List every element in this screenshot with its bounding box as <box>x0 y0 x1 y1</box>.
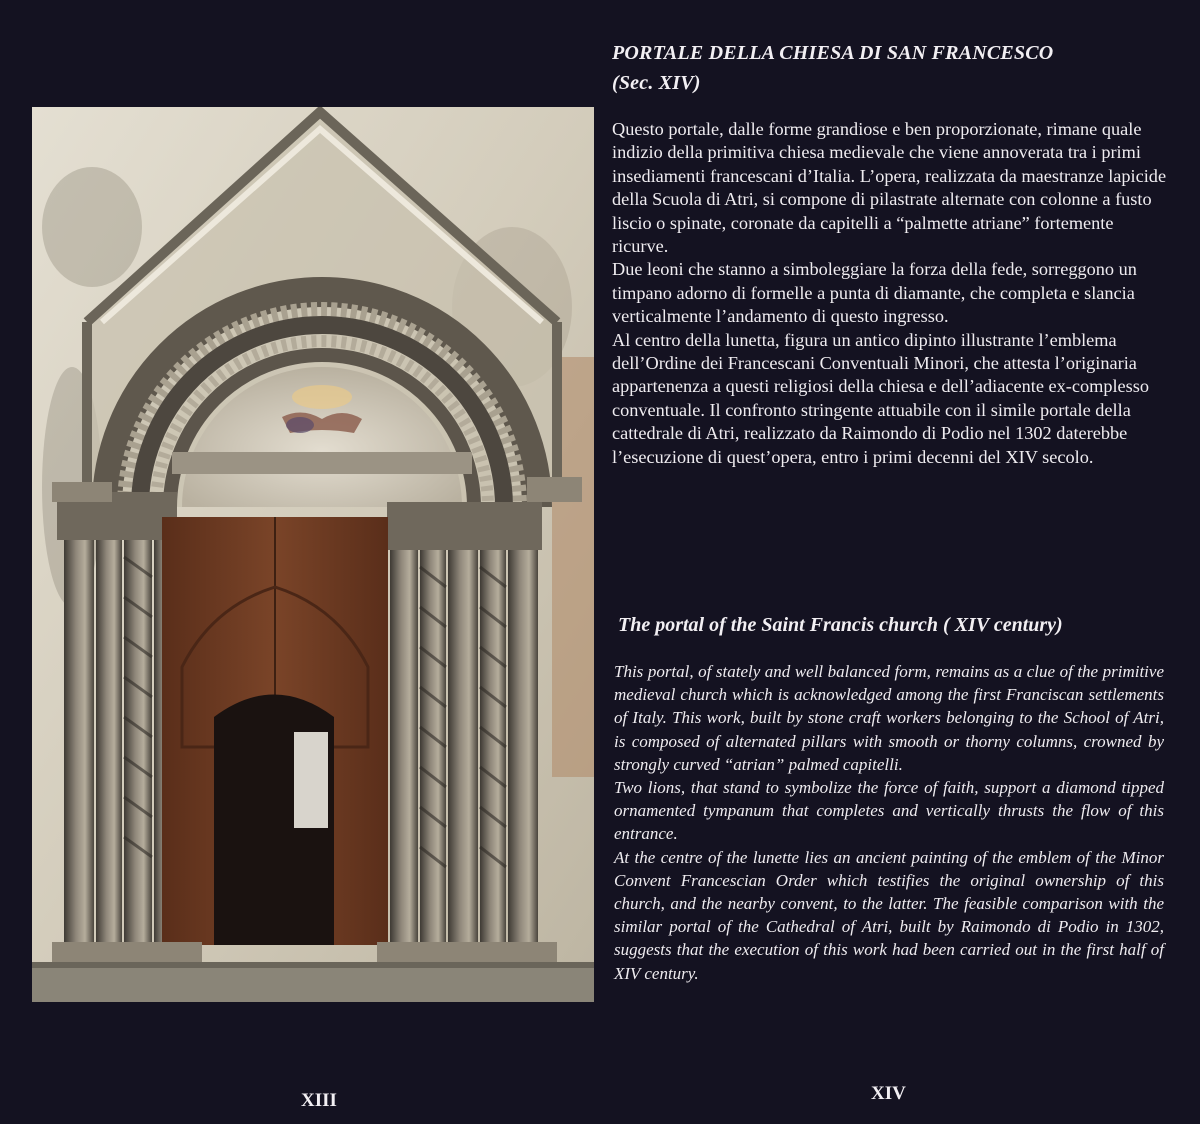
italian-title-line2: (Sec. XIV) <box>612 72 701 94</box>
page-number-right: XIV <box>871 1083 906 1104</box>
english-paragraph: At the centre of the lunette lies an ancient painting of the emblem of the Minor Convent Francescian Order which testifies the original ownership of this church, and the nearby convent, to the latter. The feasible comparison with the similar portal of the Cathedral of Atri, built by Raimondo di Podio in 1302, suggests that the execution of this work had been carried out in the first half of XIV century. <box>614 847 1164 983</box>
page-number-left: XIII <box>301 1090 337 1111</box>
italian-body <box>612 118 1167 469</box>
portal-illustration <box>32 107 594 1002</box>
english-paragraph: This portal, of stately and well balanced form, remains as a clue of the primitive medieval church which is acknowledged among the first Franciscan settlements of Italy. This work, built by stone craft workers belonging to the School of Atri, is composed of alternated pillars with smooth or thorny columns, crowned by strongly curved “atrian” palmed capitelli. <box>614 662 1164 774</box>
italian-paragraph: Due leoni che stanno a simboleggiare la forza della fede, sorreggono un timpano adorno di formelle a punta di diamante, che completa e slancia verticalmente l’andamento di questo ingresso. <box>612 259 1137 327</box>
english-paragraph: Two lions, that stand to symbolize the force of faith, support a diamond tipped ornamented tympanum that completes and vertically thrusts the flow of this entrance. <box>614 778 1164 844</box>
english-body <box>614 660 1164 985</box>
portal-photo <box>32 107 594 1002</box>
italian-title-line1: PORTALE DELLA CHIESA DI SAN FRANCESCO <box>612 42 1054 64</box>
italian-paragraph: Al centro della lunetta, figura un antico dipinto illustrante l’emblema dell’Ordine dei Francescani Conventuali Minori, che attesta l’originaria appartenenza a questi religiosi della chiesa e dell’adiacente ex-complesso conventuale. Il confronto stringente attuabile con il simile portale della cattedrale di Atri, realizzato da Raimondo di Podio nel 1302 daterebbe l’esecuzione di quest’opera, entro i primi decenni del XIV secolo. <box>612 329 1150 467</box>
italian-paragraph: Questo portale, dalle forme grandiose e ben proporzionate, rimane quale indizio della primitiva chiesa medievale che viene annoverata tra i primi insediamenti francescani d’Italia. L’opera, realizzata da maestranze lapicide della Scuola di Atri, si compone di pilastrate alternate con colonne a fusto liscio o spinate, coronate da capitelli a “palmette atriane” fortemente ricurve. <box>612 119 1167 257</box>
english-title: The portal of the Saint Francis church ( XIV century) <box>618 614 1063 636</box>
italian-title <box>612 38 1172 98</box>
